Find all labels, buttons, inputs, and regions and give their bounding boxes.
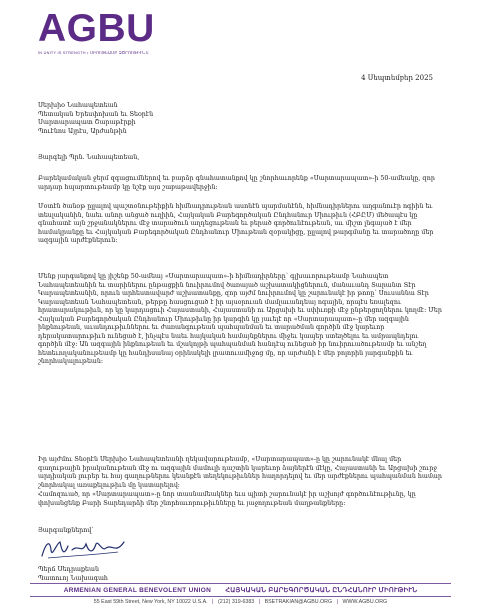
letter-date: 4 Սեպտեմբեր 2025 bbox=[361, 74, 433, 82]
footer-email[interactable]: BSETRAKIAN@AGBU.ORG bbox=[264, 599, 333, 605]
org-name-armenian: ՀԱՅԿԱԿԱՆ ԲԱՐԵԳՈՐԾԱԿԱՆ ԸՆԴՀԱՆՈՒՐ ՄԻՈՒԹԻՒՆ bbox=[225, 587, 418, 594]
handwritten-signature bbox=[38, 536, 128, 562]
recipient-line: Պետական Երեսփոխան եւ Տեօրէն bbox=[38, 110, 154, 118]
recipient-line: Պուէնոս Այրէս, Արժանթին bbox=[38, 127, 127, 135]
body-paragraph: Բարեկամական ջերմ զգացումներով եւ բարձր գնահատանքով կը շնորհաւորենք «Սարտարապատ»-ի 50-ամեակը, զոր արդար հպարտութեամբ կը նշէք այս շաբաթավերջին: bbox=[38, 175, 435, 191]
recipient-line: Սարտարապատ Շարաթէրքի bbox=[38, 119, 136, 126]
closing: Յարգանքներով՝ bbox=[38, 527, 94, 534]
body-paragraph: Իր այժմու Տնօրէն Սերխիօ Նահապետեանի ղեկավարութեամբ, «Սարտարապատ»-ը կը շարունակէ մնալ մեր գաղութային իրականութեան մէջ ու ազգային մամուլի դաշտին կարեւոր ձայներէն մէկը, Հայաստանի եւ Արցախի շուրջ արդիական լուրեր եւ հայ գաղութներու կեանքէն տեղեկութիւններ հաղորդելով եւ մեր արժէքներու պահպանման համար շնորհակալ առաքելութիւն մը կատարելով: bbox=[38, 456, 442, 489]
agbu-logo bbox=[38, 9, 155, 55]
signer-block bbox=[38, 566, 108, 583]
body-paragraph: Համոզուած, որ «Սարտարապատ»-ը նոր տասնամեակներ եւս պիտի շարունակէ իր աշխոյժ գործունէութիւնը, կը փոխանցենք Բարի Տարեդարձի մեր շնորհաւորութիւնները եւ յաջողութեան մաղթանքները: bbox=[38, 491, 416, 507]
footer-divider bbox=[30, 583, 451, 584]
footer-org-names bbox=[0, 586, 481, 594]
org-name-english: ARMENIAN GENERAL BENEVOLENT UNION bbox=[63, 587, 212, 594]
body-paragraph: Մօտէն ծանօթ ըլլալով պաշտօնութեիքին հիմնադրութեան ասոնէն պարմանէնն, հիմնադիրներու աղգանուէր ոգիին եւ տեսլականին, նաեւ անոր անցած ուղիին, Հայկական Բարեգործական Ընդհանուր Միութիւն (ՀԲԸՄ) մեծապէս կը գնահատէ այն շրջանակներու մէջ տարածուն աղդեցութեան եւ բերած գործունէութեան, աւ միշտ լնգայած է մեր համակրանքը եւ Հայկական Բարեգործական Ընդհանուր Միութեան զօրակիցը, ըլլալով թարգմանը եւ տարածողը մեր ազգային արժէքներուն: bbox=[38, 203, 434, 244]
recipient-line: Սերխիօ Նահապետեան bbox=[38, 102, 118, 109]
signer-name: Պերճ Սեդրաքեան bbox=[38, 566, 99, 573]
body-paragraph: Մենք յարգանքով կը յիշենք 50-ամեայ «Սարտարապատ»-ի հիմնադիրները՝ գլխաւորութեամբ Նահապետ Նահապետեանին եւ տարիներու ընթացքին նուիրումով ծառայած աշխատակիցներուն, մանաւանդ Տարանտ Տէր Կարապետեանին, որուն արհեստավարժ աշխատանքը, զոր այժմ նուիրումով կը շարունակէ իր թոռը՝ Սուսաննա Տէր Կարապետեան Նահապետեան, թերթը հասցուցած է իր այսօրուան մամլաւանդեայ ոգային, որպէս եռալեզու հրատարակութիւն, որ կը կարդացուի Հայաստանի, Հայաստանի ու Արցախի եւ սփիւռքի մէջ ընթերցողներու կողմէ: Մեր Հայկական Բարեգործական Ընդհանուր Միութիւնը իր կարգին կը յաւելէ որ «Սարտարապատ»-ը մեր ազգային ինքնութեան, աւանդութիւններու եւ ժառանգութեան պահպանման եւ տարածման գործին մէջ կարեւոր դերակատարութիւն ունեցած է, ինչպէս նաեւ հայկական համայնքներու միջեւ կապեր ստեղծելու եւ ամրապնդելու գործին մէջ: Ան ազգային ինքնութեան եւ մշակոյթի պահպանման հանդէպ ունեցած իր նուիրուածութեամբ եւ անշեղ հետեւողականութեամբ կը հանդիսանայ օրինակելի լրատուամիջոց մը, որ արժանի է մեր բոլորին յարգանքին եւ շնորհակալութեան: bbox=[38, 273, 442, 365]
logo-wordmark: AGBU bbox=[38, 7, 155, 50]
recipient-block bbox=[38, 102, 444, 136]
logo-tagline: IN UNITY IS STRENGTH • ՄԻՈՒԹԵԱՄԲ ԶՕՐՈՒԹԻՒՆ Է bbox=[38, 51, 149, 55]
footer-website[interactable]: WWW.AGBU.ORG bbox=[342, 599, 388, 605]
footer-phone: (212) 319-6383 bbox=[218, 599, 255, 605]
footer-address: 55 East 59th Street, New York, NY 10022 U.S.A. bbox=[93, 599, 208, 605]
signer-title: Պատուոյ Նախագահ bbox=[38, 574, 108, 582]
footer-divider bbox=[30, 596, 451, 597]
salutation: Յարգելի Պրն. Նահապետեան, bbox=[38, 154, 140, 161]
footer-contact: 55 East 59th Street, New York, NY 10022 U.S.A. | (212) 319-6383 | BSETRAKIAN@AGBU.ORG | WWW.AGBU.ORG bbox=[93, 599, 388, 605]
